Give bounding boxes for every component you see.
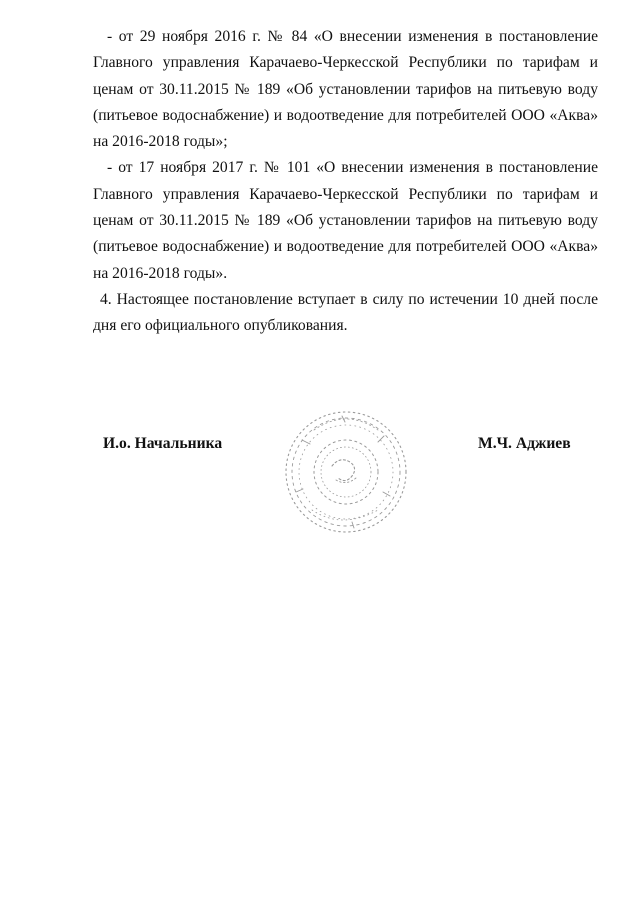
paragraph-amendment-2016: - от 29 ноября 2016 г. № 84 «О внесении изменения в постановление Главного управления Карачаево-Черкесской Республики по тарифам и ценам от 30.11.2015 № 189 «Об установлении тарифов на питьевую воду (питьевое водоснабжение) и водоотведение для потребителей ООО «Аква» на 2016-2018 годы»;: [93, 28, 598, 151]
paragraph-amendment-2017: - от 17 ноября 2017 г. № 101 «О внесении изменения в постановление Главного управления Карачаево-Черкесской Республики по тарифам и ценам от 30.11.2015 № 189 «Об установлении тарифов на питьевую воду (питьевое водоснабжение) и водоотведение для потребителей ООО «Аква» на 2016-2018 годы».: [93, 159, 598, 282]
signatory-name: М.Ч. Аджиев: [478, 435, 571, 452]
signatory-position: И.о. Начальника: [103, 435, 223, 452]
paragraph-item-4: 4. Настоящее постановление вступает в силу по истечении 10 дней после дня его официального опубликования.: [93, 290, 598, 335]
round-seal-icon: [272, 400, 422, 540]
document-body: [93, 24, 598, 340]
